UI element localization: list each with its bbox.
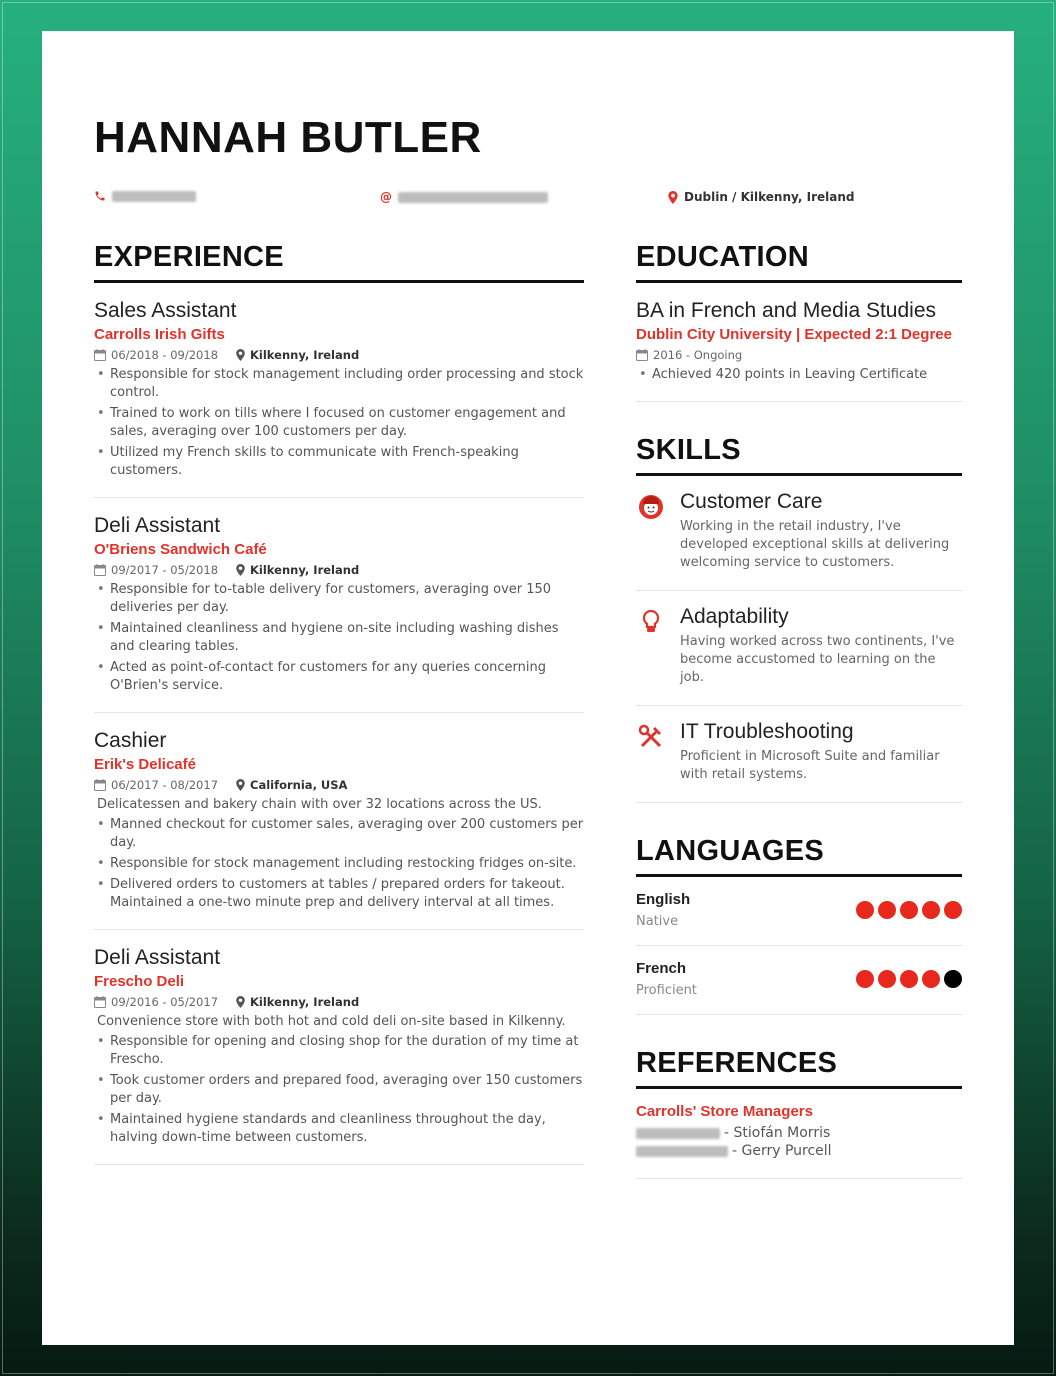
education-entry [636, 283, 962, 402]
references-heading: REFERENCES [636, 1047, 962, 1089]
languages-list [636, 877, 962, 1015]
phone-redacted [112, 191, 196, 202]
experience-entry [94, 713, 584, 930]
rating-dot [922, 970, 940, 988]
left-column [94, 241, 584, 1165]
education-bullets [636, 366, 962, 384]
experience-entry [94, 930, 584, 1165]
company-name: Frescho Deli [94, 973, 185, 990]
company-name: Erik's Delicafé [94, 756, 196, 773]
reference-name: - Gerry Purcell [732, 1143, 832, 1159]
language-rating [856, 970, 962, 988]
job-location: Kilkenny, Ireland [250, 348, 360, 362]
email-redacted [398, 192, 548, 203]
degree-title: BA in French and Media Studies [636, 299, 937, 322]
language-level: Proficient [636, 983, 697, 998]
reference-contact [636, 1124, 962, 1142]
job-bullet: • Trained to work on tills where I focused on customer engagement and sales, averaging over 100 customers per day. [110, 405, 584, 441]
rating-dot [900, 970, 918, 988]
job-bullet: • Utilized my French skills to communicate with French-speaking customers. [110, 444, 584, 480]
reference-entry [636, 1089, 962, 1179]
rating-dot [944, 901, 962, 919]
job-location: Kilkenny, Ireland [250, 995, 360, 1009]
company-name: O'Briens Sandwich Café [94, 541, 267, 558]
skill-item [636, 476, 962, 591]
experience-list [94, 283, 584, 1165]
skill-description: Proficient in Microsoft Suite and familiar with retail systems. [680, 749, 940, 782]
experience-entry [94, 498, 584, 713]
rating-dot [944, 970, 962, 988]
language-name: English [636, 891, 691, 908]
skill-description: Having worked across two continents, I've become accustomed to learning on the job. [680, 634, 955, 685]
reference-phone-redacted [636, 1146, 728, 1157]
job-title: Deli Assistant [94, 514, 221, 537]
skill-name: Adaptability [680, 605, 789, 628]
job-title: Deli Assistant [94, 946, 221, 969]
map-pin-icon [236, 564, 245, 576]
reference-name: - Stiofán Morris [724, 1125, 831, 1141]
map-pin-icon [668, 191, 678, 204]
job-title: Sales Assistant [94, 299, 237, 322]
job-location: Kilkenny, Ireland [250, 563, 360, 577]
rating-dot [878, 970, 896, 988]
job-meta [94, 995, 584, 1009]
skill-item [636, 591, 962, 706]
candidate-name: HANNAH BUTLER [94, 113, 482, 162]
rating-dot [878, 901, 896, 919]
skill-description: Working in the retail industry, I've developed exceptional skills at delivering welcoming service to customers. [680, 519, 950, 570]
company-description: Convenience store with both hot and cold deli on-site based in Kilkenny. [97, 1014, 566, 1029]
skill-name: IT Troubleshooting [680, 720, 854, 743]
tools-icon [638, 724, 664, 750]
job-bullet: • Acted as point-of-contact for customers for any queries concerning O'Brien's service. [110, 659, 584, 695]
calendar-icon [94, 564, 106, 576]
reference-contact [636, 1142, 962, 1160]
job-bullet: • Responsible for opening and closing shop for the duration of my time at Frescho. [110, 1033, 584, 1069]
map-pin-icon [236, 779, 245, 791]
education-bullet: • Achieved 420 points in Leaving Certificate [652, 366, 962, 384]
language-rating [856, 901, 962, 919]
skills-heading: SKILLS [636, 434, 962, 476]
job-bullets [94, 1033, 584, 1147]
language-level: Native [636, 914, 679, 929]
job-bullets [94, 366, 584, 480]
contact-location [668, 190, 855, 204]
job-dates: 06/2018 - 09/2018 [111, 348, 219, 362]
map-pin-icon [236, 349, 245, 361]
headset-person-icon [638, 494, 664, 520]
company-description: Delicatessen and bakery chain with over 32 locations across the US. [97, 797, 542, 812]
job-bullet: • Maintained hygiene standards and cleanliness throughout the day, halving down-time between customers. [110, 1111, 584, 1147]
education-meta [636, 348, 962, 362]
lightbulb-icon [642, 609, 660, 635]
languages-heading: LANGUAGES [636, 835, 962, 877]
calendar-icon [636, 349, 648, 361]
calendar-icon [94, 349, 106, 361]
location-text: Dublin / Kilkenny, Ireland [684, 190, 855, 204]
job-bullet: • Responsible for to-table delivery for customers, averaging over 150 deliveries per day. [110, 581, 584, 617]
job-bullet: • Maintained cleanliness and hygiene on-site including washing dishes and clearing tables. [110, 620, 584, 656]
job-dates: 06/2017 - 08/2017 [111, 778, 219, 792]
job-bullet: • Took customer orders and prepared food, averaging over 150 customers per day. [110, 1072, 584, 1108]
phone-icon [94, 190, 106, 202]
skill-item [636, 706, 962, 803]
language-item [636, 877, 962, 946]
resume-page [42, 31, 1014, 1345]
reference-organization: Carrolls' Store Managers [636, 1103, 813, 1120]
job-dates: 09/2017 - 05/2018 [111, 563, 219, 577]
language-item [636, 946, 962, 1015]
rating-dot [856, 970, 874, 988]
contact-phone [94, 190, 196, 202]
job-meta [94, 348, 584, 362]
job-title: Cashier [94, 729, 167, 752]
rating-dot [922, 901, 940, 919]
job-bullets [94, 816, 584, 912]
education-heading: EDUCATION [636, 241, 962, 283]
experience-entry [94, 283, 584, 498]
rating-dot [900, 901, 918, 919]
job-bullet: • Responsible for stock management including restocking fridges on-site. [110, 855, 584, 873]
map-pin-icon [236, 996, 245, 1008]
company-name: Carrolls Irish Gifts [94, 326, 225, 343]
job-location: California, USA [250, 778, 348, 792]
calendar-icon [94, 996, 106, 1008]
language-name: French [636, 960, 687, 977]
reference-phone-redacted [636, 1128, 720, 1139]
job-bullet: • Manned checkout for customer sales, averaging over 200 customers per day. [110, 816, 584, 852]
at-icon: @ [380, 190, 392, 204]
rating-dot [856, 901, 874, 919]
job-dates: 09/2016 - 05/2017 [111, 995, 219, 1009]
education-dates: 2016 - Ongoing [653, 348, 743, 362]
experience-heading: EXPERIENCE [94, 241, 584, 283]
job-bullet: • Delivered orders to customers at tables / prepared orders for takeout. Maintained a one-two minute prep and delivery interval at all times. [110, 876, 584, 912]
right-column [636, 241, 962, 1179]
job-meta [94, 778, 584, 792]
job-bullet: • Responsible for stock management including order processing and stock control. [110, 366, 584, 402]
calendar-icon [94, 779, 106, 791]
school-name: Dublin City University | Expected 2:1 Degree [636, 326, 952, 343]
job-bullets [94, 581, 584, 695]
skill-name: Customer Care [680, 490, 823, 513]
contact-email [380, 190, 548, 204]
job-meta [94, 563, 584, 577]
